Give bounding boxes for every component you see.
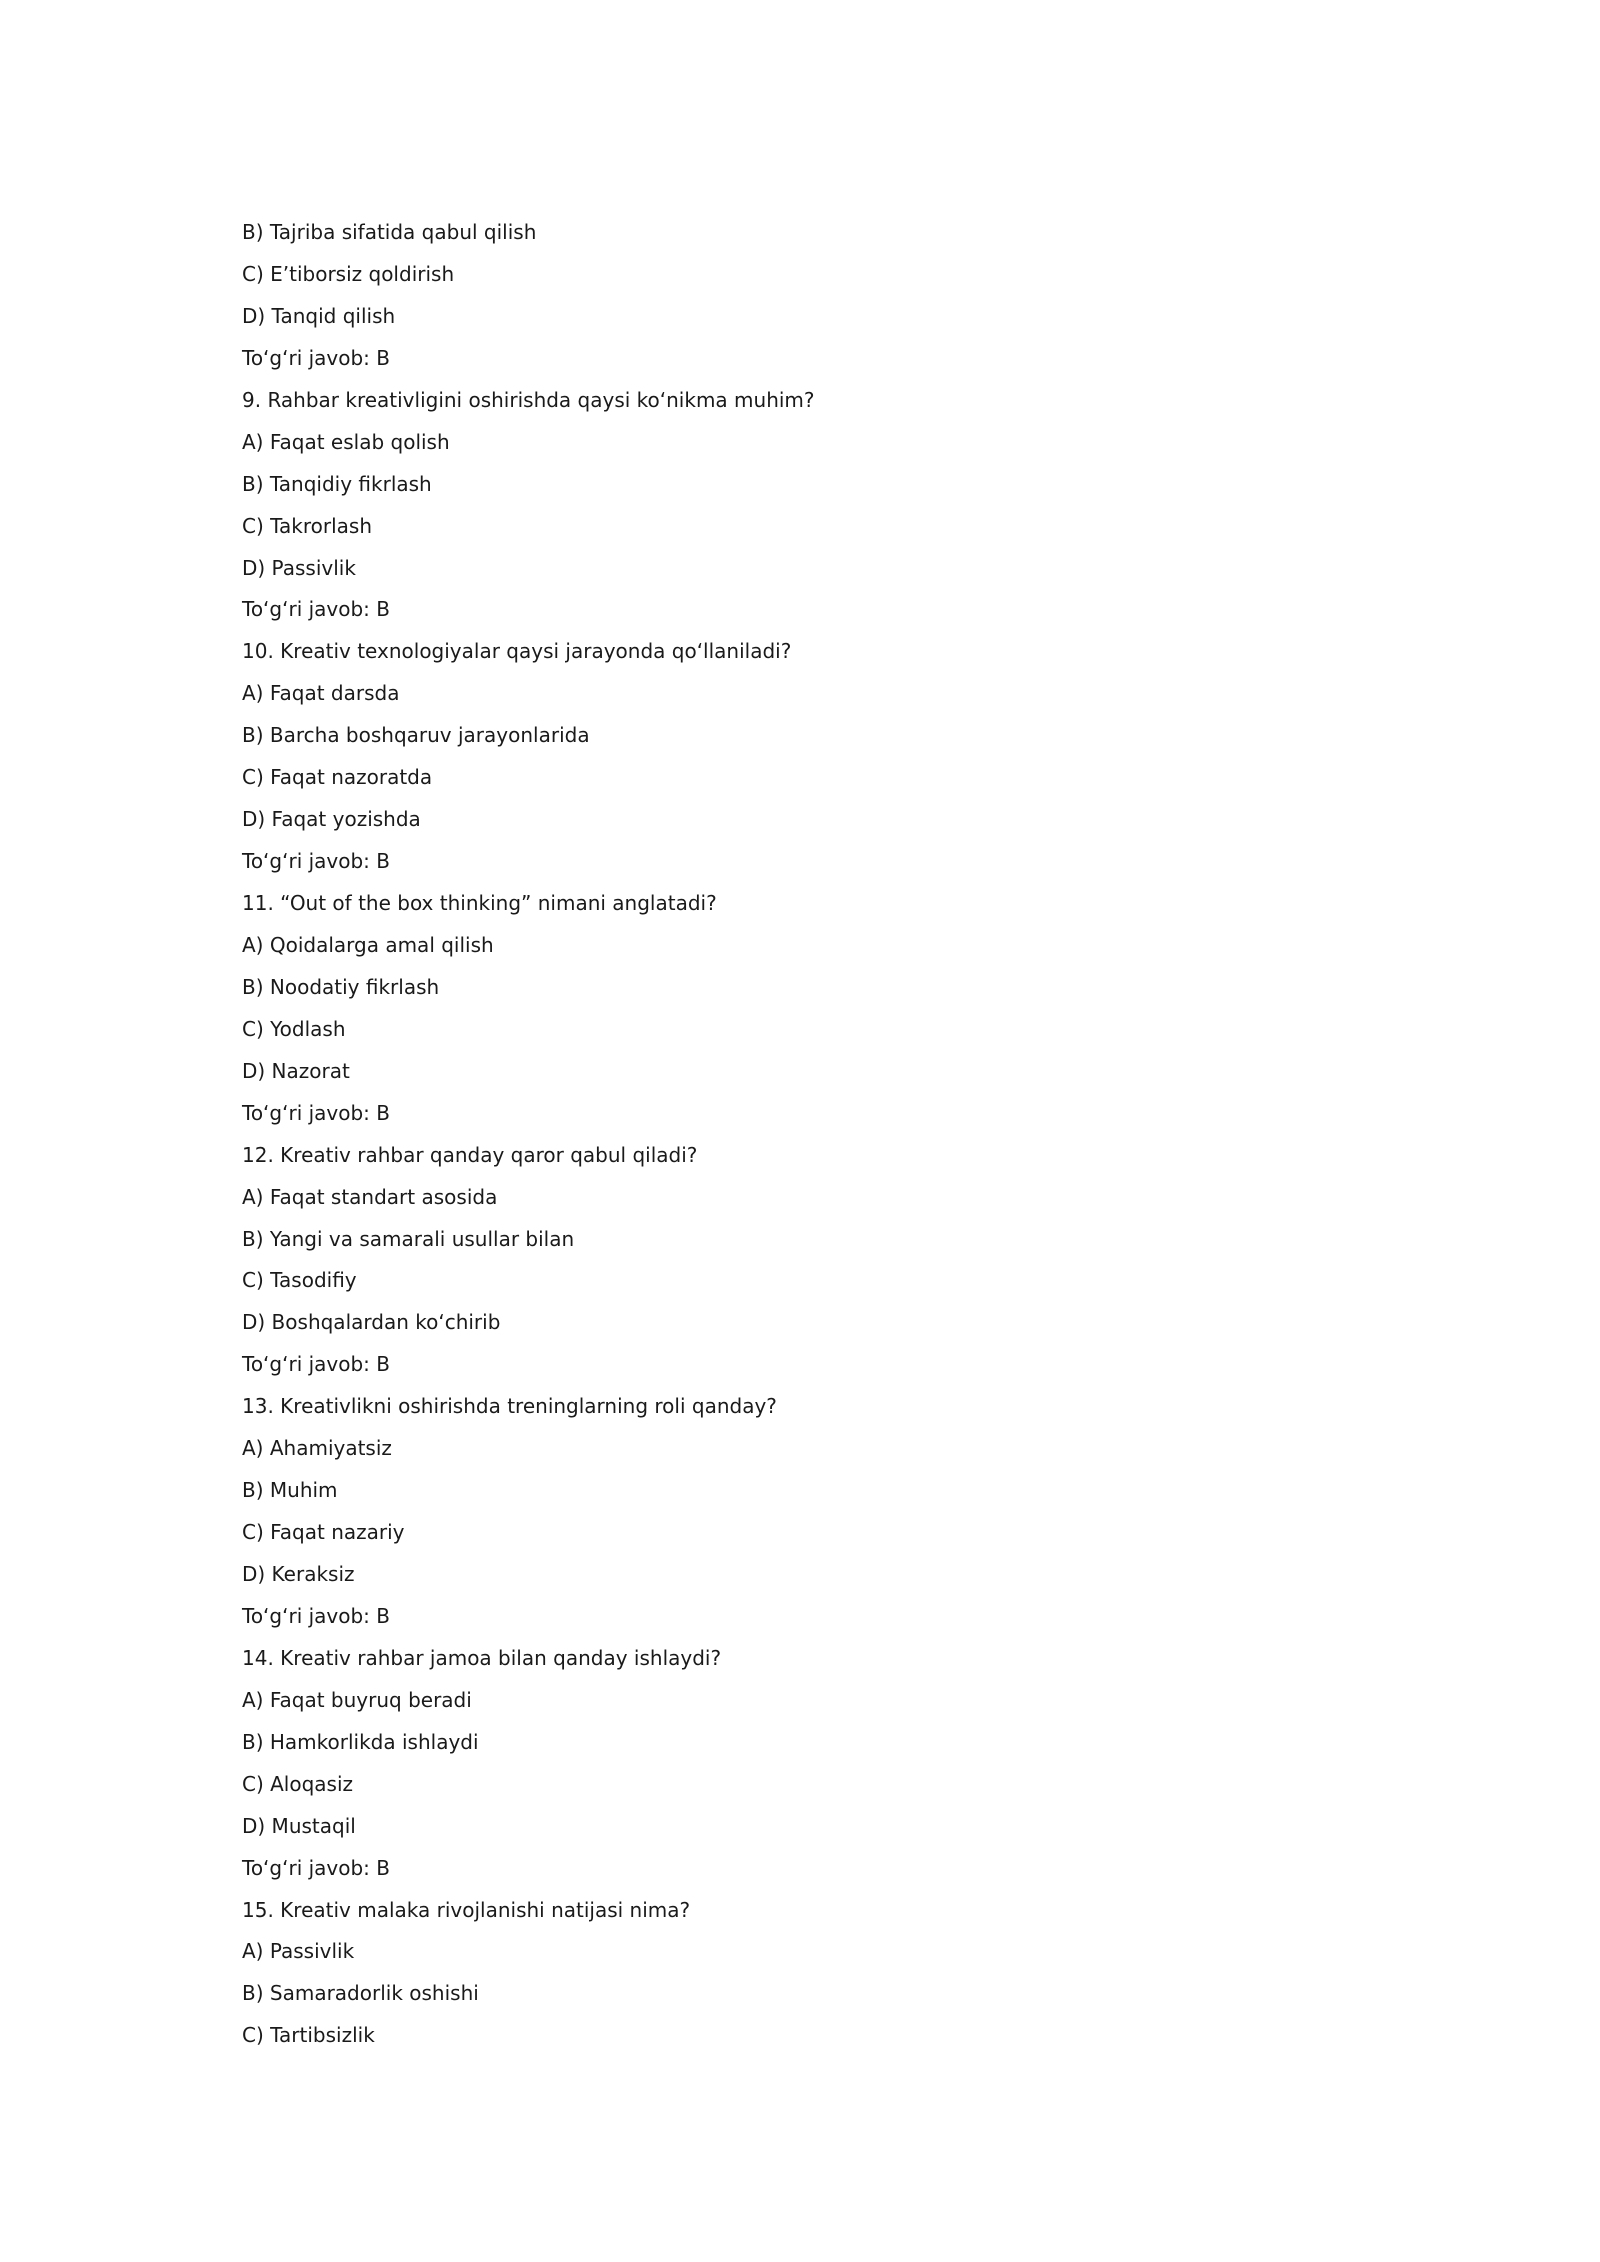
question-14: 14. Kreativ rahbar jamoa bilan qanday ishlaydi? xyxy=(242,1645,722,1670)
question-10: 10. Kreativ texnologiyalar qaysi jarayonda qo‘llaniladi? xyxy=(242,639,792,664)
answer-option: D) Faqat yozishda xyxy=(242,807,421,832)
answer-option: A) Faqat standart asosida xyxy=(242,1184,498,1209)
correct-answer: To‘g‘ri javob: B xyxy=(242,849,390,874)
correct-answer: To‘g‘ri javob: B xyxy=(242,1100,390,1125)
answer-option: C) Aloqasiz xyxy=(242,1771,354,1796)
answer-option: D) Passivlik xyxy=(242,555,356,580)
answer-option: A) Faqat buyruq beradi xyxy=(242,1687,472,1712)
question-13: 13. Kreativlikni oshirishda treninglarning roli qanday? xyxy=(242,1394,777,1419)
answer-option: B) Muhim xyxy=(242,1478,338,1503)
answer-option: C) Tartibsizlik xyxy=(242,2023,375,2048)
correct-answer: To‘g‘ri javob: B xyxy=(242,345,390,370)
answer-option: B) Samaradorlik oshishi xyxy=(242,1981,479,2006)
quiz-text-body xyxy=(242,212,1442,2057)
correct-answer: To‘g‘ri javob: B xyxy=(242,1603,390,1628)
answer-option: C) Tasodifiy xyxy=(242,1268,357,1293)
question-15: 15. Kreativ malaka rivojlanishi natijasi nima? xyxy=(242,1897,691,1922)
answer-option: A) Faqat darsda xyxy=(242,681,400,706)
answer-option: B) Noodatiy fikrlash xyxy=(242,974,440,999)
correct-answer: To‘g‘ri javob: B xyxy=(242,1855,390,1880)
answer-option: B) Yangi va samarali usullar bilan xyxy=(242,1226,575,1251)
answer-option: C) Faqat nazoratda xyxy=(242,765,433,790)
answer-option: C) Faqat nazariy xyxy=(242,1520,405,1545)
answer-option: D) Nazorat xyxy=(242,1058,350,1083)
answer-option: D) Boshqalardan ko‘chirib xyxy=(242,1310,501,1335)
answer-option: B) Tanqidiy fikrlash xyxy=(242,471,432,496)
answer-option: C) Yodlash xyxy=(242,1016,346,1041)
answer-option: D) Mustaqil xyxy=(242,1813,356,1838)
answer-option: C) Takrorlash xyxy=(242,513,373,538)
answer-option: B) Tajriba sifatida qabul qilish xyxy=(242,220,537,244)
answer-option: D) Keraksiz xyxy=(242,1562,355,1586)
question-11: 11. “Out of the box thinking” nimani anglatadi? xyxy=(242,891,717,915)
answer-option: A) Faqat eslab qolish xyxy=(242,429,450,454)
correct-answer: To‘g‘ri javob: B xyxy=(242,597,390,622)
answer-option: D) Tanqid qilish xyxy=(242,303,396,328)
answer-option: C) E’tiborsiz qoldirish xyxy=(242,261,455,286)
answer-option: A) Ahamiyatsiz xyxy=(242,1436,392,1461)
answer-option: B) Barcha boshqaruv jarayonlarida xyxy=(242,723,590,748)
answer-option: A) Qoidalarga amal qilish xyxy=(242,932,494,957)
question-9: 9. Rahbar kreativligini oshirishda qaysi ko‘nikma muhim? xyxy=(242,387,815,412)
question-12: 12. Kreativ rahbar qanday qaror qabul qiladi? xyxy=(242,1142,698,1167)
answer-option: B) Hamkorlikda ishlaydi xyxy=(242,1729,479,1754)
correct-answer: To‘g‘ri javob: B xyxy=(242,1352,390,1377)
answer-option: A) Passivlik xyxy=(242,1939,355,1964)
